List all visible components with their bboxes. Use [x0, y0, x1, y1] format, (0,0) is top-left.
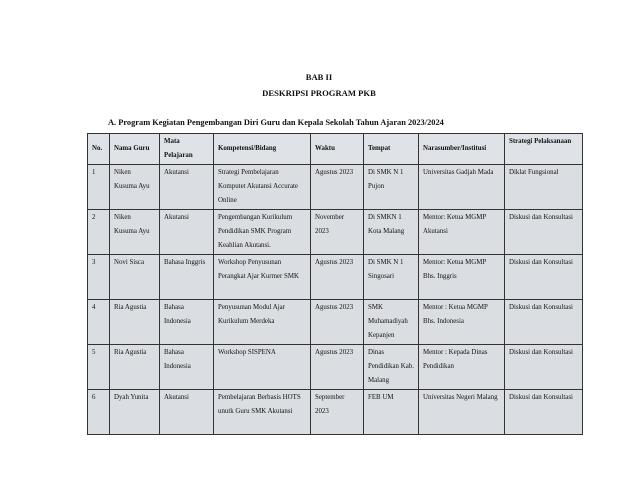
chapter-label: BAB II — [305, 72, 333, 82]
header-kompetensi: Kompetensi/Bidang — [214, 134, 311, 165]
cell-kompetensi: Workshop Penyusunan Perangkat Ajar Kurmer SMK — [214, 255, 311, 300]
cell-nama-guru: Dyah Yunita — [110, 390, 160, 435]
section-heading: A. Program Kegiatan Pengembangan Diri Guru dan Kepala Sekolah Tahun Ajaran 2023/2024 — [108, 118, 444, 127]
cell-no: 1 — [88, 165, 110, 210]
cell-nama-guru: Niken Kusuma Ayu — [110, 165, 160, 210]
cell-kompetensi: Strategi Pembelajaran Komputet Akutansi Accurate Online — [214, 165, 311, 210]
cell-tempat: SMK Muhamadiyah Kepanjen — [364, 300, 419, 345]
cell-tempat: Dinas Pendidikan Kab. Malang — [364, 345, 419, 390]
table-row — [88, 255, 583, 300]
header-strategi: Strategi Pelaksanaan — [505, 134, 583, 165]
cell-no: 6 — [88, 390, 110, 435]
cell-no: 5 — [88, 345, 110, 390]
table-row — [88, 345, 583, 390]
table-row — [88, 210, 583, 255]
cell-waktu: Agustus 2023 — [311, 345, 364, 390]
cell-narasumber: Mentor: Ketua MGMP Bhs. Inggris — [419, 255, 505, 300]
cell-waktu: Agustus 2023 — [311, 300, 364, 345]
cell-kompetensi: Workshop SISPENA — [214, 345, 311, 390]
cell-strategi: Diskusi dan Konsultasi — [505, 345, 583, 390]
cell-tempat: FEB UM — [364, 390, 419, 435]
cell-strategi: Diklat Fungsional — [505, 165, 583, 210]
cell-narasumber: Mentor : Ketua MGMP Bhs. Indonesia — [419, 300, 505, 345]
cell-strategi: Diskusi dan Konsultasi — [505, 300, 583, 345]
table-row — [88, 300, 583, 345]
pkb-program-table — [87, 133, 583, 435]
header-tempat: Tempat — [364, 134, 419, 165]
header-mata-pelajaran: Mata Pelajaran — [160, 134, 214, 165]
header-nama-guru: Nama Guru — [110, 134, 160, 165]
cell-no: 2 — [88, 210, 110, 255]
cell-waktu: Agustus 2023 — [311, 255, 364, 300]
cell-mata-pelajaran: Bahasa Indonesia — [160, 300, 214, 345]
cell-tempat: Di SMKN 1 Kota Malang — [364, 210, 419, 255]
cell-tempat: Di SMK N 1 Pujon — [364, 165, 419, 210]
cell-mata-pelajaran: Bahasa Indonesia — [160, 345, 214, 390]
cell-nama-guru: Niken Kusuma Ayu — [110, 210, 160, 255]
cell-no: 3 — [88, 255, 110, 300]
cell-waktu: September 2023 — [311, 390, 364, 435]
cell-waktu: Agustus 2023 — [311, 165, 364, 210]
header-narasumber: Narasumber/Institusi — [419, 134, 505, 165]
cell-narasumber: Universitas Gadjah Mada — [419, 165, 505, 210]
table-row — [88, 390, 583, 435]
cell-strategi: Diskusi dan Konsultasi — [505, 255, 583, 300]
cell-no: 4 — [88, 300, 110, 345]
cell-narasumber: Mentor: Ketua MGMP Akutansi — [419, 210, 505, 255]
table-header-row — [88, 134, 583, 165]
cell-nama-guru: Novi Sisca — [110, 255, 160, 300]
cell-tempat: Di SMK N 1 Singosari — [364, 255, 419, 300]
cell-mata-pelajaran: Akutansi — [160, 390, 214, 435]
cell-kompetensi: Pembelajaran Berbasis HOTS unutk Guru SMK Akutansi — [214, 390, 311, 435]
cell-strategi: Diskusi dan Konsultasi — [505, 210, 583, 255]
cell-mata-pelajaran: Bahasa Inggris — [160, 255, 214, 300]
table-row — [88, 165, 583, 210]
header-waktu: Waktu — [311, 134, 364, 165]
cell-kompetensi: Pengembangan Kurikulum Pendidikan SMK Program Keahlian Akutansi. — [214, 210, 311, 255]
chapter-title: DESKRIPSI PROGRAM PKB — [262, 88, 376, 98]
cell-mata-pelajaran: Akutansi — [160, 165, 214, 210]
cell-narasumber: Mentor : Kepada Dinas Pendidikan — [419, 345, 505, 390]
cell-mata-pelajaran: Akutansi — [160, 210, 214, 255]
header-no: No. — [88, 134, 110, 165]
cell-strategi: Diskusi dan Konsultasi — [505, 390, 583, 435]
cell-nama-guru: Ria Agustia — [110, 345, 160, 390]
cell-kompetensi: Penyusunan Modul Ajar Kurikulum Merdeka — [214, 300, 311, 345]
cell-waktu: November 2023 — [311, 210, 364, 255]
cell-narasumber: Universitas Negeri Malang — [419, 390, 505, 435]
cell-nama-guru: Ria Agustia — [110, 300, 160, 345]
